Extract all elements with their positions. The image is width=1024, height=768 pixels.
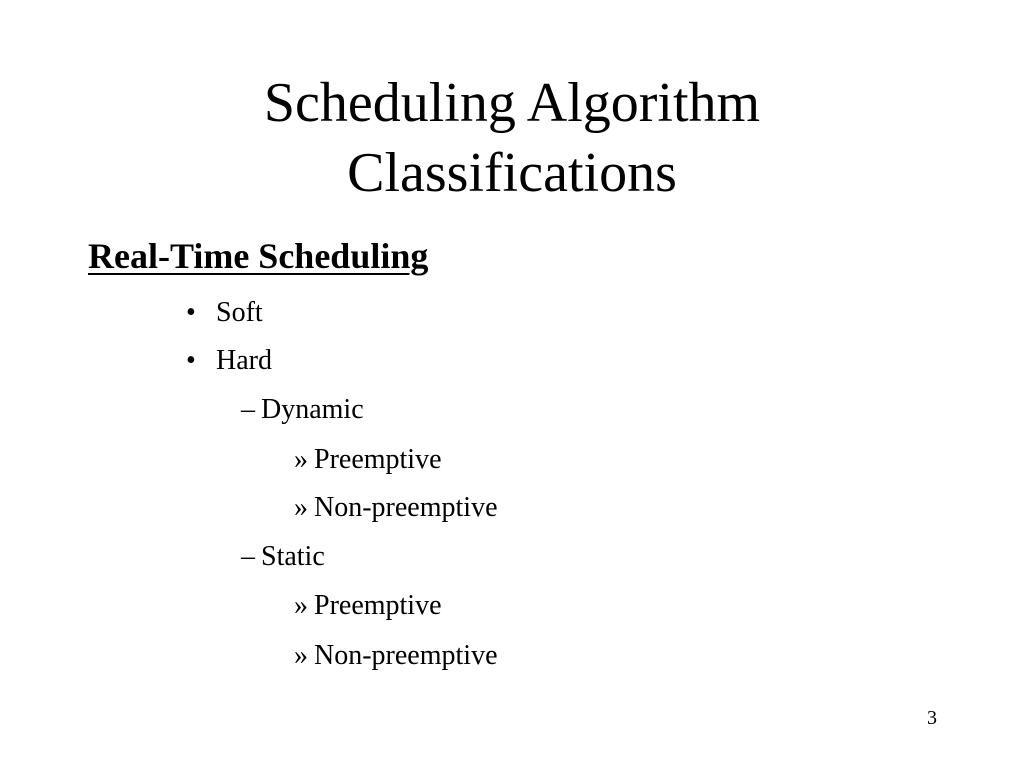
outline-item-dynamic <box>241 393 364 427</box>
outline-item-text: Dynamic <box>261 394 364 425</box>
slide-title-line: Scheduling Algorithm <box>263 72 761 134</box>
outline-item-text: Preemptive <box>314 590 442 621</box>
outline-item-non-preemptive <box>294 491 498 525</box>
outline-item-text: Hard <box>216 345 272 376</box>
section-heading: Real-Time Scheduling <box>88 236 429 276</box>
outline-item-text: Preemptive <box>314 444 442 475</box>
chevron-marker: » <box>294 590 308 621</box>
outline-item-text: Soft <box>216 297 263 328</box>
outline-item-text: Non-preemptive <box>314 492 498 523</box>
outline-item-text: Static <box>261 541 325 572</box>
outline-item-static <box>241 540 325 574</box>
bullet-marker: • <box>186 297 196 328</box>
bullet-marker: • <box>186 345 196 376</box>
dash-marker: – <box>241 394 255 425</box>
outline-item-hard <box>186 344 272 378</box>
outline-item-text: Non-preemptive <box>314 640 498 671</box>
chevron-marker: » <box>294 492 308 523</box>
chevron-marker: » <box>294 640 308 671</box>
slide-title-line: Classifications <box>347 142 677 204</box>
outline-item-preemptive <box>294 443 442 477</box>
dash-marker: – <box>241 541 255 572</box>
page-number: 3 <box>927 707 937 729</box>
outline-item-preemptive <box>294 589 442 623</box>
outline-item-soft <box>186 296 263 330</box>
outline-item-non-preemptive <box>294 639 498 673</box>
slide-title <box>0 68 1024 208</box>
chevron-marker: » <box>294 444 308 475</box>
